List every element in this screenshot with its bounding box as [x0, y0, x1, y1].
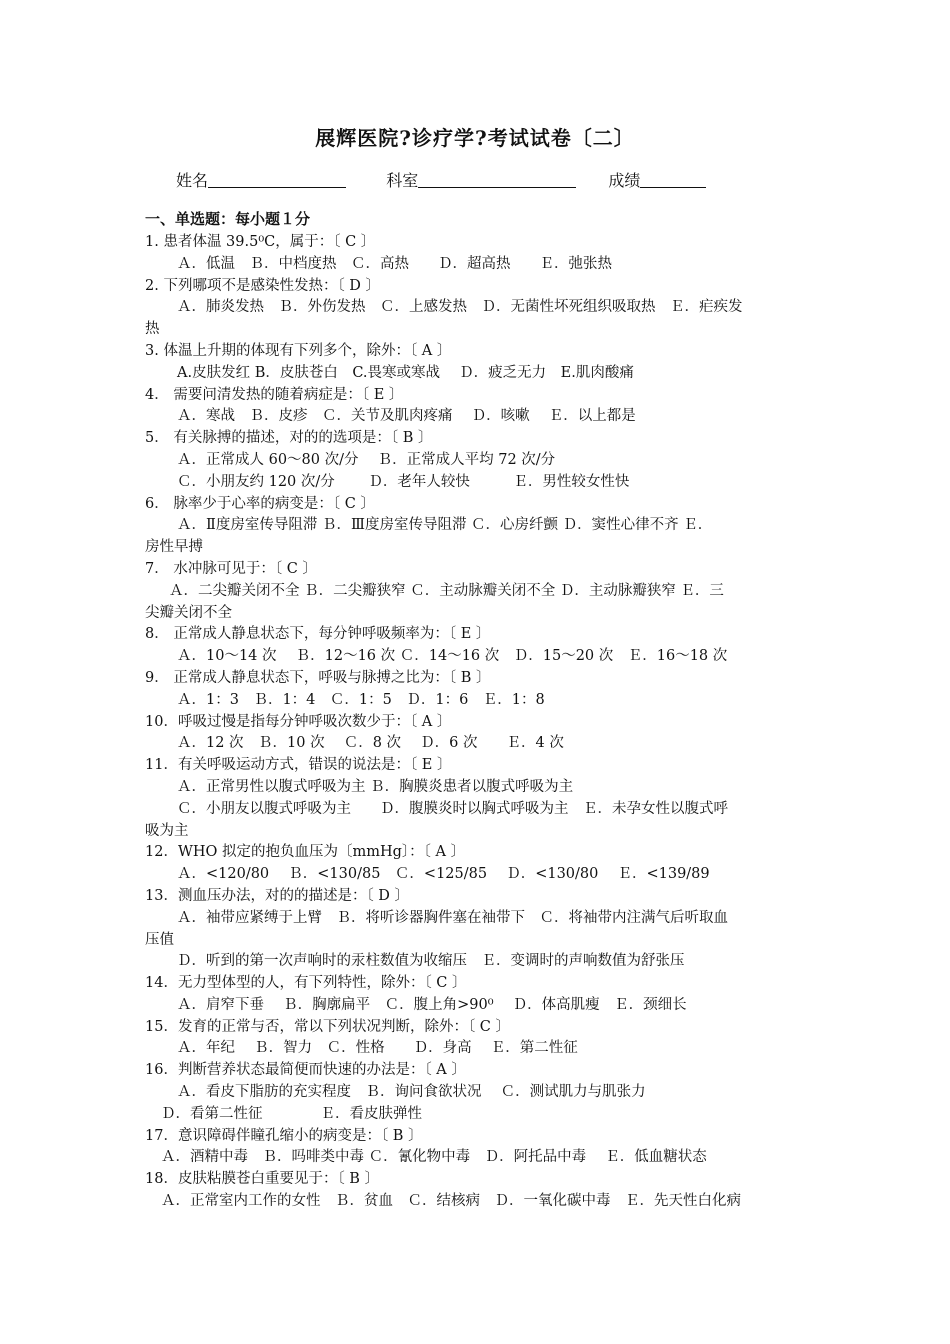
answer-options-continued: 热	[145, 321, 160, 338]
score-blank[interactable]	[640, 171, 706, 188]
answer-options-continued: 吸为主	[145, 822, 189, 839]
name-label: 姓名	[176, 171, 209, 190]
answer-options-continued: 房性早搏	[145, 539, 203, 556]
question-stem: 4． 需要问清发热的随着病症是：〔 E 〕	[145, 386, 404, 403]
answer-options: Ａ．正常室内工作的女性 Ｂ．贫血 Ｃ．结核病 Ｄ．一氧化碳中毒 Ｅ．先天性白化病	[161, 1193, 741, 1210]
answer-options: Ａ．二尖瓣关闭不全 Ｂ．二尖瓣狭窄 Ｃ．主动脉瓣关闭不全 Ｄ．主动脉瓣狭窄 Ｅ．三	[169, 582, 724, 599]
answer-options: Ａ．年纪 Ｂ．智力 Ｃ．性格 Ｄ．身高 Ｅ．第二性征	[177, 1040, 578, 1057]
question-stem: 11．有关呼吸运动方式，错误的说法是：〔 E 〕	[145, 757, 452, 774]
question-stem: 9． 正常成人静息状态下，呼吸与脉搏之比为：〔 B 〕	[145, 669, 491, 686]
answer-options: Ａ．10～14 次 Ｂ．12～16 次 Ｃ．14～16 次 Ｄ．15～20 次 Ｅ．16～18 次	[177, 648, 728, 665]
answer-options: Ａ．肩窄下垂 Ｂ．胸廓扁平 Ｃ．腹上角>90⁰ Ｄ．体高肌瘦 Ｅ．颈细长	[177, 996, 687, 1013]
answer-options: Ａ．肺炎发热 Ｂ．外伤发热 Ｃ．上感发热 Ｄ．无菌性坏死组织吸取热 Ｅ．疟疾发	[177, 299, 743, 316]
question-stem: 6． 脉率少于心率的病变是：〔 C 〕	[145, 495, 375, 512]
name-blank[interactable]	[208, 171, 346, 188]
answer-options-continued: 压值	[145, 931, 174, 948]
answer-options: Ａ．寒战 Ｂ．皮疹 Ｃ．关节及肌肉疼痛 Ｄ．咳嗽 Ｅ．以上都是	[177, 408, 636, 425]
question-stem: 13．测血压办法，对的的描述是：〔 D 〕	[145, 887, 410, 904]
answer-options: Ａ．酒精中毒 Ｂ．吗啡类中毒 Ｃ．氰化物中毒 Ｄ．阿托品中毒 Ｅ．低血糖状态	[161, 1149, 707, 1166]
answer-options: Ｃ．小朋友以腹式呼吸为主 Ｄ．腹膜炎时以胸式呼吸为主 Ｅ．未孕女性以腹式呼	[177, 800, 728, 817]
answer-options: Ａ．<120/80 Ｂ．<130/85 Ｃ．<125/85 Ｄ．<130/80 Ｅ．<139/89	[177, 866, 710, 883]
question-stem: 14．无力型体型的人，有下列特性，除外：〔 C 〕	[145, 975, 467, 992]
answer-options: Ａ．12 次 Ｂ．10 次 Ｃ．8 次 Ｄ．6 次 Ｅ．4 次	[177, 735, 564, 752]
section-heading: 一、单选题：每小题１分	[145, 210, 311, 228]
question-stem: 18．皮肤粘膜苍白重要见于：〔 B 〕	[145, 1171, 380, 1188]
student-info-row	[176, 168, 706, 191]
question-stem: 3. 体温上升期的体现有下列多个，除外：〔 A 〕	[145, 342, 452, 359]
answer-options: Ａ．袖带应紧缚于上臂 Ｂ．将听诊器胸件塞在袖带下 Ｃ．将袖带内注满气后听取血	[177, 909, 728, 926]
question-stem: 16．判断营养状态最简便而快速的办法是：〔 A 〕	[145, 1062, 466, 1079]
answer-options-continued: 尖瓣关闭不全	[145, 604, 232, 621]
question-stem: 8． 正常成人静息状态下，每分钟呼吸频率为：〔 E 〕	[145, 626, 491, 643]
question-stem: 17．意识障碍伴瞳孔缩小的病变是：〔 B 〕	[145, 1127, 423, 1144]
question-stem: 1. 患者体温 39.5⁰C，属于：〔 C 〕	[145, 234, 376, 250]
question-stem: 7． 水冲脉可见于：〔 C 〕	[145, 560, 317, 577]
answer-options: Ｄ．看第二性征 Ｅ．看皮肤弹性	[161, 1105, 422, 1122]
score-label: 成绩	[608, 171, 641, 190]
question-list	[145, 232, 815, 1213]
question-stem: 12．WHO 拟定的抱负血压为〔mmHg〕：〔 A 〕	[145, 844, 466, 861]
answer-options: Ａ．1：3 Ｂ．1：4 Ｃ．1：5 Ｄ．1：6 Ｅ．1：8	[177, 691, 545, 708]
answer-options: Ａ．正常成人 60～80 次/分 Ｂ．正常成人平均 72 次/分	[177, 451, 556, 468]
question-stem: 15．发育的正常与否，常以下列状况判断，除外：〔 C 〕	[145, 1018, 511, 1035]
page-title: 展辉医院?诊疗学?考试试卷〔二〕	[315, 126, 635, 150]
dept-label: 科室	[386, 171, 419, 190]
dept-blank[interactable]	[418, 171, 576, 188]
question-stem: 10．呼吸过慢是指每分钟呼吸次数少于：〔 A 〕	[145, 713, 452, 730]
answer-options: A.皮肤发红 B．皮肤苍白 C.畏寒或寒战 Ｄ．疲乏无力 E.肌肉酸痛	[177, 364, 634, 381]
answer-options: Ｃ．小朋友约 120 次/分 Ｄ．老年人较快 Ｅ．男性较女性快	[177, 473, 630, 490]
answer-options: Ａ．看皮下脂肪的充实程度 Ｂ．询问食欲状况 Ｃ．测试肌力与肌张力	[177, 1084, 646, 1101]
question-stem: 2. 下列哪项不是感染性发热：〔 D 〕	[145, 277, 381, 294]
answer-options: Ａ．正常男性以腹式呼吸为主 Ｂ．胸膜炎患者以腹式呼吸为主	[177, 778, 574, 795]
answer-options: Ｄ．听到的第一次声响时的汞柱数值为收缩压 Ｅ．变调时的声响数值为舒张压	[177, 953, 685, 970]
question-stem: 5． 有关脉搏的描述，对的的选项是：〔 B 〕	[145, 430, 433, 447]
answer-options: Ａ．Ⅱ度房室传导阻滞 Ｂ．Ⅲ度房室传导阻滞 Ｃ．心房纤颤 Ｄ．窦性心律不齐 Ｅ．	[177, 517, 713, 534]
answer-options: Ａ．低温 Ｂ．中档度热 Ｃ．高热 Ｄ．超高热 Ｅ．弛张热	[177, 255, 612, 272]
